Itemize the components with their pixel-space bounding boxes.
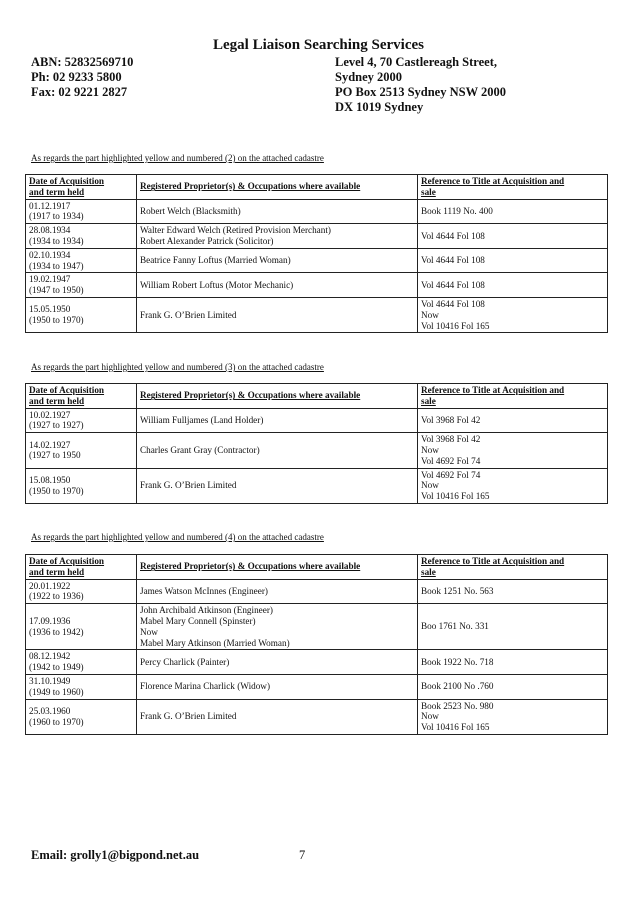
reference-cell-line: Now [421, 480, 439, 491]
table-row [26, 224, 608, 249]
proprietor-cell [137, 224, 418, 249]
reference-cell-line: Now [421, 444, 439, 455]
reference-cell-line: Vol 10416 Fol 165 [421, 722, 490, 733]
proprietor-cell-line: Charles Grant Gray (Contractor) [140, 444, 260, 455]
date-cell-line: 28.08.1934 [29, 225, 71, 236]
proprietor-cell [137, 433, 418, 468]
date-column-header: Date of Acquisition and term held [26, 384, 137, 409]
reference-cell [418, 699, 608, 734]
date-cell-line: 01.12.1917 [29, 200, 71, 211]
address-block [335, 55, 506, 115]
date-cell-line: 19.02.1947 [29, 274, 71, 285]
proprietor-cell [137, 674, 418, 699]
reference-cell-line: Vol 3968 Fol 42 [421, 434, 481, 445]
table-body [26, 199, 608, 333]
reference-cell-line: Vol 4644 Fol 108 [421, 298, 485, 309]
reference-cell [418, 224, 608, 249]
proprietor-cell [137, 248, 418, 273]
proprietor-cell-line: Frank G. O’Brien Limited [140, 711, 237, 722]
reference-cell-line: Book 2523 No. 980 [421, 700, 494, 711]
section-caption: As regards the part highlighted yellow and numbered (2) on the attached cadastre [31, 153, 324, 163]
table-row [26, 248, 608, 273]
date-cell [26, 699, 137, 734]
date-cell-line: 15.05.1950 [29, 304, 71, 315]
date-cell-line: (1934 to 1947) [29, 260, 84, 271]
title-history-table [25, 554, 608, 735]
table-header-row [26, 384, 608, 409]
reference-cell-line: Vol 10416 Fol 165 [421, 320, 490, 331]
address-line: Sydney 2000 [335, 70, 403, 84]
reference-cell [418, 199, 608, 224]
proprietor-cell-line: Robert Welch (Blacksmith) [140, 205, 241, 216]
date-cell-line: 31.10.1949 [29, 675, 71, 686]
date-cell-line: 25.03.1960 [29, 705, 71, 716]
reference-column-header: Reference to Title at Acquisition and sale [418, 384, 608, 409]
date-cell-line: (1936 to 1942) [29, 626, 84, 637]
date-cell-line: 17.09.1936 [29, 615, 71, 626]
table-row [26, 433, 608, 468]
reference-cell [418, 248, 608, 273]
date-cell [26, 408, 137, 433]
proprietor-cell-line: Florence Marina Charlick (Widow) [140, 681, 270, 692]
date-cell [26, 650, 137, 675]
date-cell-line: (1960 to 1970) [29, 716, 84, 727]
date-column-header: Date of Acquisition and term held [26, 555, 137, 580]
proprietor-cell [137, 579, 418, 604]
date-cell [26, 604, 137, 650]
date-cell-line: 15.08.1950 [29, 474, 71, 485]
date-cell [26, 248, 137, 273]
proprietor-cell-line: Beatrice Fanny Loftus (Married Woman) [140, 255, 291, 266]
reference-cell-line: Vol 4644 Fol 108 [421, 279, 485, 290]
reference-cell [418, 468, 608, 503]
table-header-row [26, 175, 608, 200]
date-cell-line: (1922 to 1936) [29, 591, 84, 602]
date-cell-line: 14.02.1927 [29, 439, 71, 450]
reference-cell [418, 433, 608, 468]
reference-cell-line: Vol 10416 Fol 165 [421, 491, 490, 502]
address-line: DX 1019 Sydney [335, 100, 424, 114]
phone-text: Ph: 02 9233 5800 [31, 70, 122, 84]
fax-text: Fax: 02 9221 2827 [31, 85, 128, 99]
proprietor-cell-line: William Robert Loftus (Motor Mechanic) [140, 279, 294, 290]
reference-cell [418, 579, 608, 604]
proprietor-cell [137, 468, 418, 503]
proprietor-cell-line: William Fulljames (Land Holder) [140, 414, 264, 425]
date-cell-line: 02.10.1934 [29, 249, 71, 260]
date-cell-line: (1917 to 1934) [29, 211, 84, 222]
table-row [26, 199, 608, 224]
date-cell [26, 674, 137, 699]
reference-cell-line: Now [421, 309, 439, 320]
reference-cell-line: Vol 4644 Fol 108 [421, 255, 485, 266]
table-row [26, 604, 608, 650]
date-cell [26, 273, 137, 298]
table-row [26, 273, 608, 298]
proprietor-cell-line: Mabel Mary Atkinson (Married Woman) [140, 637, 290, 648]
date-cell-line: 10.02.1927 [29, 409, 71, 420]
proprietor-cell [137, 297, 418, 332]
proprietor-column-header: Registered Proprietor(s) & Occupations where available [137, 175, 418, 200]
date-cell-line: (1947 to 1950) [29, 285, 84, 296]
date-cell-line: (1942 to 1949) [29, 662, 84, 673]
date-cell [26, 297, 137, 332]
proprietor-cell-line: Frank G. O’Brien Limited [140, 309, 237, 320]
proprietor-cell-line: John Archibald Atkinson (Engineer) [140, 605, 273, 616]
date-cell-line: (1927 to 1927) [29, 420, 84, 431]
table-row [26, 650, 608, 675]
date-cell-line: 20.01.1922 [29, 580, 71, 591]
title-history-table [25, 383, 608, 504]
date-cell-line: (1934 to 1934) [29, 235, 84, 246]
proprietor-cell-line: Robert Alexander Patrick (Solicitor) [140, 235, 274, 246]
reference-cell [418, 604, 608, 650]
reference-cell-line: Vol 4644 Fol 108 [421, 230, 485, 241]
reference-column-header: Reference to Title at Acquisition and sale [418, 175, 608, 200]
date-cell-line: (1927 to 1950 [29, 450, 81, 461]
section-caption: As regards the part highlighted yellow and numbered (4) on the attached cadastre [31, 532, 324, 542]
abn-text: ABN: 52832569710 [31, 55, 134, 69]
reference-cell-line: Book 1251 No. 563 [421, 585, 494, 596]
reference-column-header: Reference to Title at Acquisition and sale [418, 555, 608, 580]
reference-cell-line: Vol 3968 Fol 42 [421, 414, 481, 425]
proprietor-cell-line: Percy Charlick (Painter) [140, 656, 230, 667]
proprietor-cell-line: Frank G. O’Brien Limited [140, 480, 237, 491]
contact-details [31, 55, 133, 100]
date-cell [26, 433, 137, 468]
proprietor-cell [137, 273, 418, 298]
table-row [26, 674, 608, 699]
reference-cell [418, 650, 608, 675]
reference-cell-line: Vol 4692 Fol 74 [421, 455, 481, 466]
date-cell-line: (1950 to 1970) [29, 485, 84, 496]
date-cell-line: 08.12.1942 [29, 651, 71, 662]
reference-cell-line: Now [421, 711, 439, 722]
address-line: Level 4, 70 Castlereagh Street, [335, 55, 497, 69]
reference-cell [418, 408, 608, 433]
page-number: 7 [299, 848, 306, 862]
table-row [26, 468, 608, 503]
proprietor-cell [137, 650, 418, 675]
table-row [26, 408, 608, 433]
date-cell [26, 579, 137, 604]
table-row [26, 699, 608, 734]
table-body [26, 408, 608, 503]
proprietor-cell-line: James Watson McInnes (Engineer) [140, 585, 268, 596]
reference-cell-line: Vol 4692 Fol 74 [421, 469, 481, 480]
table-header-row [26, 555, 608, 580]
date-cell [26, 199, 137, 224]
reference-cell-line: Boo 1761 No. 331 [421, 621, 489, 632]
proprietor-cell [137, 604, 418, 650]
page-title: Legal Liaison Searching Services [213, 37, 424, 53]
date-column-header: Date of Acquisition and term held [26, 175, 137, 200]
proprietor-cell [137, 199, 418, 224]
proprietor-cell [137, 699, 418, 734]
title-history-table [25, 174, 608, 333]
address-line: PO Box 2513 Sydney NSW 2000 [335, 85, 506, 99]
footer-email: Email: grolly1@bigpond.net.au [31, 848, 200, 862]
reference-cell [418, 674, 608, 699]
proprietor-cell-line: Walter Edward Welch (Retired Provision Merchant) [140, 225, 331, 236]
date-cell-line: (1949 to 1960) [29, 686, 84, 697]
table-row [26, 297, 608, 332]
reference-cell-line: Book 2100 No .760 [421, 681, 494, 692]
table-row [26, 579, 608, 604]
reference-cell-line: Book 1922 No. 718 [421, 656, 494, 667]
proprietor-cell [137, 408, 418, 433]
reference-cell [418, 273, 608, 298]
proprietor-cell-line: Mabel Mary Connell (Spinster) [140, 615, 256, 626]
section-caption: As regards the part highlighted yellow and numbered (3) on the attached cadastre [31, 362, 324, 372]
proprietor-column-header: Registered Proprietor(s) & Occupations where available [137, 555, 418, 580]
proprietor-cell-line: Now [140, 626, 158, 637]
date-cell [26, 468, 137, 503]
table-body [26, 579, 608, 734]
date-cell [26, 224, 137, 249]
reference-cell-line: Book 1119 No. 400 [421, 205, 493, 216]
reference-cell [418, 297, 608, 332]
proprietor-column-header: Registered Proprietor(s) & Occupations where available [137, 384, 418, 409]
date-cell-line: (1950 to 1970) [29, 315, 84, 326]
